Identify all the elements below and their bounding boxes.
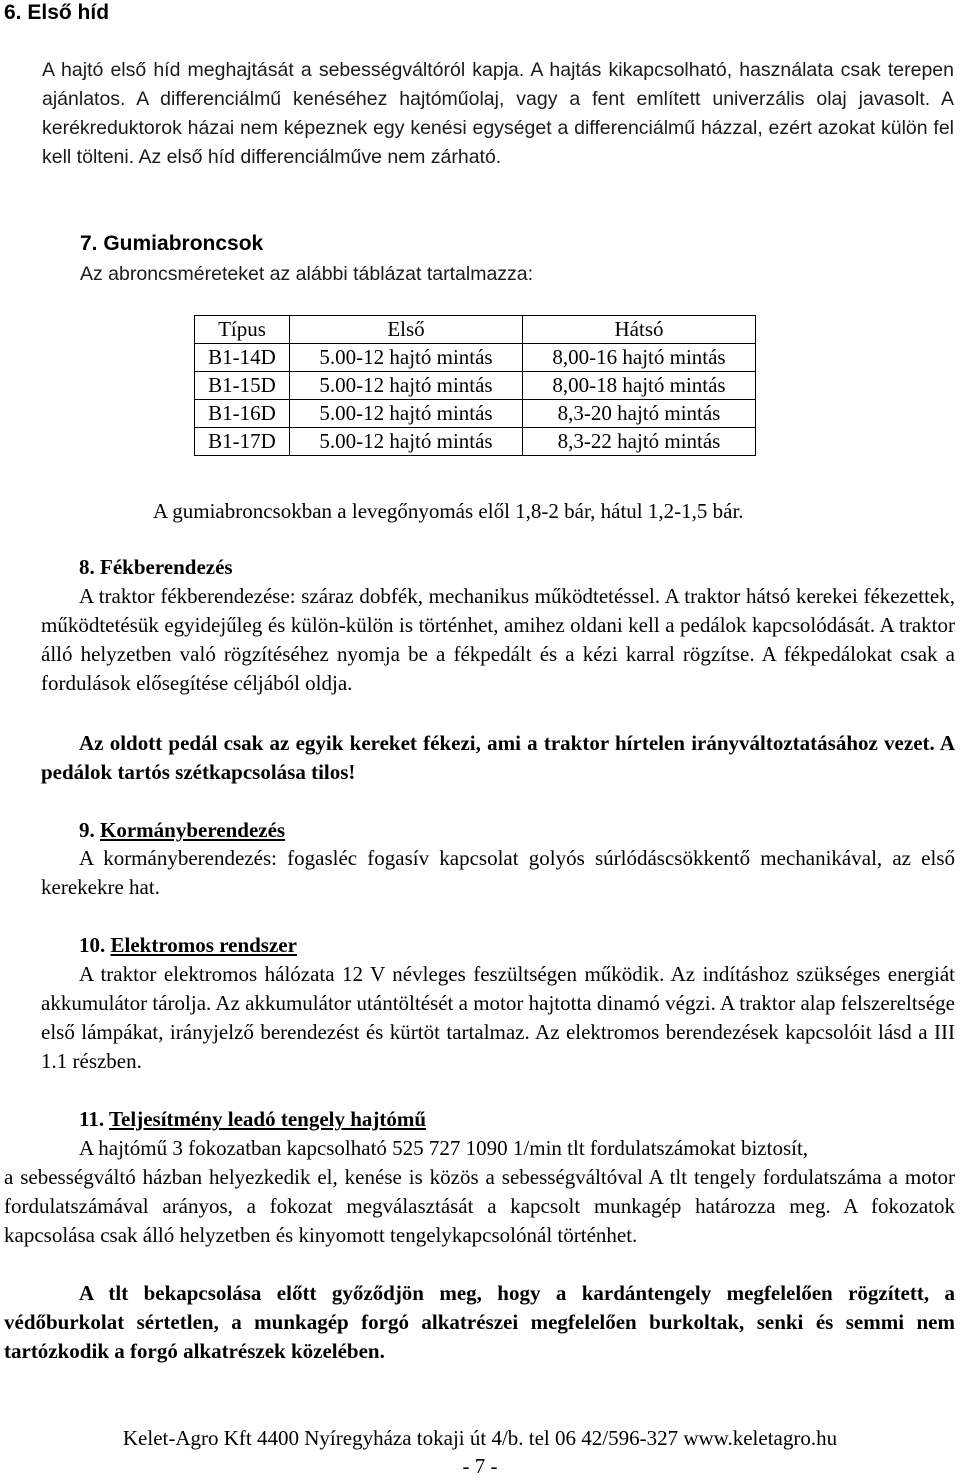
section-10-title: Elektromos rendszer bbox=[110, 933, 297, 957]
table-cell: B1-15D bbox=[195, 372, 290, 400]
section-10-heading bbox=[79, 931, 297, 959]
section-10-paragraph: A traktor elektromos hálózata 12 V névleges feszültségen működik. Az indításhoz szükséges energiát akkumulátor tárolja. Az akkumulátor utántöltését a motor hajtotta dinamó végzi. A traktor alap felszereltsége első lámpákat, irányjelző berendezést és kürtöt tartalmaz. Az elektromos berendezések kapcsolóit lásd a III 1.1 részben. bbox=[41, 962, 955, 1073]
section-11-paragraph: a sebességváltó házban helyezkedik el, kenése is közös a sebességváltóval A tlt tengely fordulatszáma a motor fordulatszámával arányos, a fokozat megválasztását a kapcsolt munkagép határozza meg. A fokozatok kapcsolása csak álló helyzetben és kinyomott tengelykapcsolónál történhet. bbox=[4, 1165, 955, 1247]
page-number: - 7 - bbox=[462, 1454, 498, 1478]
section-9-heading bbox=[79, 816, 285, 844]
section-11-title: Teljesítmény leadó tengely hajtómű bbox=[108, 1107, 427, 1131]
section-6-title: 6. Első híd bbox=[4, 1, 110, 24]
table-cell: B1-17D bbox=[195, 428, 290, 456]
section-9-paragraph: A kormányberendezés: fogasléc fogasív kapcsolat golyós súrlódáscsökkentő mechanikával, az első kerekekre hat. bbox=[41, 846, 955, 899]
tire-size-table bbox=[194, 315, 756, 456]
table-cell: 8,3-20 hajtó mintás bbox=[523, 400, 756, 428]
section-11-heading bbox=[79, 1105, 426, 1133]
table-cell: 8,3-22 hajtó mintás bbox=[523, 428, 756, 456]
table-row bbox=[195, 428, 756, 456]
table-row bbox=[195, 372, 756, 400]
table-cell: 5.00-12 hajtó mintás bbox=[290, 372, 523, 400]
section-8-title: 8. Fékberendezés bbox=[79, 555, 233, 579]
table-header-cell: Típus bbox=[195, 316, 290, 344]
section-11-number: 11. bbox=[79, 1107, 109, 1131]
section-7-intro: Az abroncsméreteket az alábbi táblázat tartalmazza: bbox=[80, 263, 534, 285]
table-cell: 5.00-12 hajtó mintás bbox=[290, 344, 523, 372]
section-11-first-line: A hajtómű 3 fokozatban kapcsolható 525 727 1090 1/min tlt fordulatszámokat biztosít, bbox=[79, 1136, 809, 1160]
tire-pressure-note: A gumiabroncsokban a levegőnyomás elől 1,8-2 bár, hátul 1,2-1,5 bár. bbox=[153, 499, 744, 523]
section-11-warning: A tlt bekapcsolása előtt győződjön meg, hogy a kardántengely megfelelően rögzített, a védőburkolat sértetlen, a munkagép forgó alkatrészei megfelelően burkoltak, senki és semmi nem tartózkodik a forgó alkatrészek közelében. bbox=[4, 1281, 955, 1363]
section-10-number: 10. bbox=[79, 933, 111, 957]
table-cell: B1-14D bbox=[195, 344, 290, 372]
table-cell: 5.00-12 hajtó mintás bbox=[290, 400, 523, 428]
section-8-warning: Az oldott pedál csak az egyik kereket fékezi, ami a traktor hírtelen irányváltoztatásához vezet. A pedálok tartós szétkapcsolása tilos! bbox=[41, 731, 955, 784]
table-row bbox=[195, 400, 756, 428]
section-8-paragraph: A traktor fékberendezése: száraz dobfék, mechanikus működtetéssel. A traktor hátsó kerekei fékezettek, működtetésük egyidejűleg és külön-külön is történhet, amihez oldani kell a pedálok kapcsolódását. A traktor álló helyzetben való rögzítéséhez nyomja be a fékpedált és a kézi karral rögzítse. A fékpedálokat csak a fordulások elősegítése céljából oldja. bbox=[41, 584, 955, 695]
section-6-paragraph: A hajtó első híd meghajtását a sebességváltóról kapja. A hajtás kikapcsolható, használata csak terepen ajánlatos. A differenciálmű kenéséhez hajtóműolaj, vagy a fent említett univerzális olaj javasolt. A kerékreduktorok házai nem képeznek egy kenési egységet a differenciálmű házzal, ezért azokat külön fel kell tölteni. Az első híd differenciálműve nem zárható. bbox=[42, 59, 954, 168]
table-cell: 8,00-16 hajtó mintás bbox=[523, 344, 756, 372]
footer-company-info: Kelet-Agro Kft 4400 Nyíregyháza tokaji út 4/b. tel 06 42/596-327 www.keletagro.hu bbox=[122, 1426, 838, 1450]
section-9-title: Kormányberendezés bbox=[100, 818, 286, 842]
section-9-number: 9. bbox=[79, 818, 100, 842]
table-row bbox=[195, 344, 756, 372]
table-header-cell: Első bbox=[290, 316, 523, 344]
table-cell: 5.00-12 hajtó mintás bbox=[290, 428, 523, 456]
table-header-cell: Hátsó bbox=[523, 316, 756, 344]
table-cell: 8,00-18 hajtó mintás bbox=[523, 372, 756, 400]
section-7-title: 7. Gumiabroncsok bbox=[80, 232, 264, 255]
table-cell: B1-16D bbox=[195, 400, 290, 428]
table-header-row bbox=[195, 316, 756, 344]
